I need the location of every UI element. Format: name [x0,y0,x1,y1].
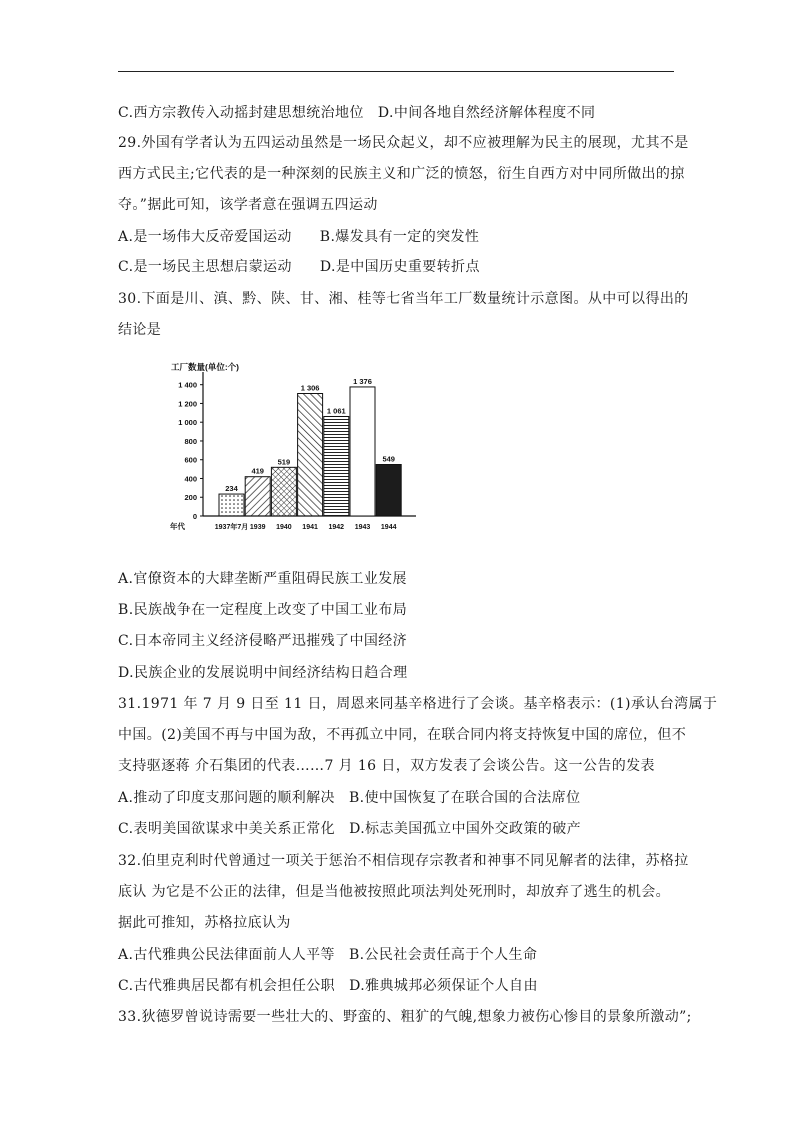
q31-option-b[interactable]: B.使中国恢复了在联合国的合法席位 [348,790,581,806]
x-tick-label: 1941 [302,524,318,531]
q31-stem-line-3: 支持驱逐蒋 介石集团的代表……7 月 16 日，双方发表了会谈公告。这一公告的发表 [118,758,655,774]
bar-1943 [350,387,375,516]
q30-option-c[interactable]: C.日本帝同主义经济侵略严迅摧残了中国经济 [118,633,408,649]
factory-count-chart-svg [168,358,418,538]
bar-1939 [245,477,270,516]
x-tick-label: 1943 [354,524,371,531]
q29-option-a[interactable]: A.是一场伟大反帝爱国运动 [118,229,292,245]
bar-value-label: 1 061 [326,406,346,416]
y-tick-label: 0 [192,512,197,521]
q32-stem-line-3: 据此可推知，苏格拉底认为 [118,915,291,931]
chart-title: 工厂数量(单位:个) [171,362,239,372]
q31-options-cd [118,819,581,839]
bar-value-label: 1 376 [353,376,372,386]
y-tick-label: 600 [184,455,197,465]
q32-option-a[interactable]: A.古代雅典公民法律面前人人平等 [118,947,335,963]
y-tick-label: 800 [184,436,197,446]
q29-options-cd [118,257,480,277]
q30-stem-line-1: 30.下面是川、滇、黔、陕、甘、湘、桂等七省当年工厂数量统计示意图。从中可以得出的 [118,291,689,307]
y-tick-label: 1 200 [178,399,197,409]
bar-value-label: 234 [225,484,238,494]
q31-options-ab [118,788,581,808]
bar-1941 [298,394,323,516]
bar-1944 [376,465,401,516]
q29-options-ab [118,227,479,247]
q30-stem-line-2: 结论是 [118,322,162,338]
y-tick-label: 200 [184,493,197,503]
chart-bars [219,387,401,516]
q32-option-c[interactable]: C.古代雅典居民都有机会担任公职 [118,978,336,994]
x-tick-label: 1937年7月 [214,524,249,531]
q29-option-c[interactable]: C.是一场民主思想启蒙运动 [118,259,292,275]
q29-option-d[interactable]: D.是中国历史重要转折点 [319,259,480,275]
y-tick-label: 400 [184,474,197,484]
q31-option-d[interactable]: D.标志美国孤立中国外交政策的破产 [349,821,582,837]
q29-stem-line-3: 夺。”据此可知，该学者意在强调五四运动 [118,197,378,213]
x-tick-label: 1940 [276,524,292,531]
x-tick-label: 1939 [249,524,266,531]
bar-value-label: 549 [382,454,395,464]
q30-option-d[interactable]: D.民族企业的发展说明中间经济结构日趋合理 [118,665,408,681]
q30-option-a[interactable]: A.官僚资本的大肆垄断严重阻碍民族工业发展 [118,571,407,587]
y-tick-label: 1 000 [178,418,197,428]
q29-stem-line-2: 西方式民主;它代表的是一种深刻的民族主义和广泛的愤怒，衍生自西方对中同所做出的掠 [118,166,685,182]
q33-stem-line-1: 33.狄德罗曾说诗需要一些壮大的、野蛮的、粗犷的气魄,想象力被伤心惨目的景象所激动”; [118,1009,692,1025]
bar-value-label: 1 306 [300,383,320,393]
q29-stem-line-1: 29.外国有学者认为五四运动虽然是一场民众起义，却不应被理解为民主的展现，尤其不是 [118,135,689,151]
y-tick-label: 1 400 [178,380,197,390]
q31-stem-line-1: 31.1971 年 7 月 9 日至 11 日，周恩来同基辛格进行了会谈。基辛格表示：(1)承认台湾属于 [118,696,718,712]
q31-stem-line-2: 中国。(2)美国不再与中国为敌，不再孤立中同，在联合同内将支持恢复中国的席位，但不 [118,727,687,743]
factory-count-chart [168,358,418,538]
x-tick-label: 1944 [380,524,397,531]
x-tick-label: 1942 [328,524,345,531]
q28-option-c[interactable]: C.西方宗教传入动摇封建思想统治地位 [118,105,364,121]
q32-option-b[interactable]: B.公民社会责任高于个人生命 [348,947,538,963]
q32-options-cd [118,976,538,996]
q29-option-b[interactable]: B.爆发具有一定的突发性 [319,229,480,245]
q31-option-c[interactable]: C.表明美国欲谋求中美关系正常化 [118,821,336,837]
q31-option-a[interactable]: A.推动了印度支那问题的顺利解决 [118,790,335,806]
bar-value-label: 519 [277,457,291,467]
q32-stem-line-2: 底认 为它是不公正的法律，但是当他被按照此项法判处死刑时，却放弃了逃生的机会。 [118,884,671,900]
header-rule [118,71,674,72]
q30-option-b[interactable]: B.民族战争在一定程度上改变了中国工业布局 [118,602,408,618]
bar-1940 [271,467,296,516]
q32-option-d[interactable]: D.雅典城邦必须保证个人自由 [349,978,538,994]
q32-stem-line-1: 32.伯里克利时代曾通过一项关于惩治不相信现存宗教者和神事不同见解者的法律，苏格拉 [118,853,689,869]
q32-options-ab [118,945,537,965]
q28-option-d[interactable]: D.中间各地自然经济解体程度不同 [377,105,596,121]
q28-options-cd [118,103,595,123]
x-axis-label: 年代 [170,522,185,531]
bar-1937年7月 [219,494,244,516]
bar-1942 [324,416,349,516]
bar-value-label: 419 [251,466,264,476]
